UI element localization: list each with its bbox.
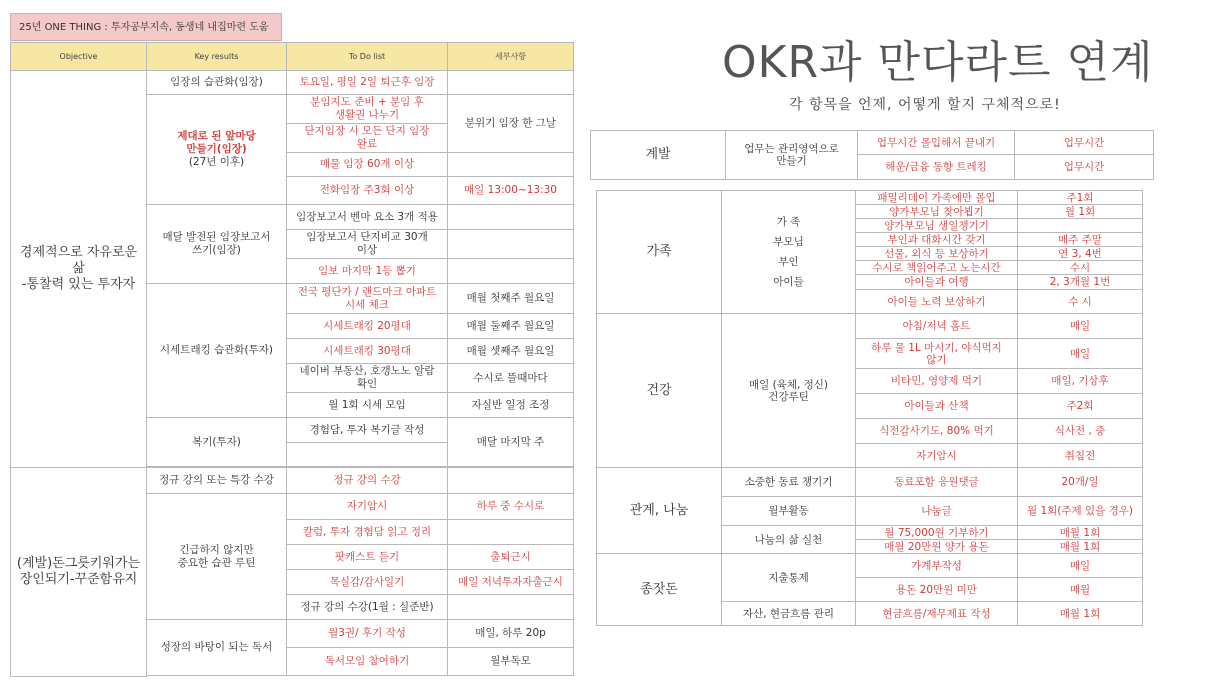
category-cell: 건강	[597, 314, 722, 468]
action-cell: 수시로 책읽어주고 노는시간	[856, 261, 1018, 275]
when-cell: 매일	[1018, 314, 1143, 339]
todo-cell: 토요일, 평일 2일 퇴근후 임장	[287, 71, 448, 95]
kr-cell: 성장의 바탕이 되는 독서	[147, 620, 287, 676]
goal-cell: 매일 (육체, 정신) 건강루틴	[722, 314, 856, 468]
header-key-results: Key results	[147, 43, 287, 71]
header-todo: To Do list	[287, 43, 448, 71]
todo-cell: 월3권/ 후기 작성	[287, 620, 448, 648]
category-cell: 관계, 나눔	[597, 468, 722, 554]
action-cell: 양가부모님 찾아뵙기	[856, 205, 1018, 219]
todo-cell: 목실감/감사일기	[287, 570, 448, 595]
mandalart-table-development	[590, 130, 1154, 180]
action-cell: 현금흐름/재무제표 작성	[856, 602, 1018, 626]
kr-cell: 복기(투자)	[147, 418, 287, 467]
kr-cell: 시세트래킹 습관화(투자)	[147, 284, 287, 418]
action-cell: 가계부작성	[856, 554, 1018, 578]
action-cell: 선물, 외식 등 보상하기	[856, 247, 1018, 261]
action-cell: 업무시간 몰입해서 끝내기	[858, 131, 1015, 155]
detail-cell: 매월 셋째주 월요일	[448, 339, 574, 364]
table-row	[597, 554, 1143, 578]
header-objective: Objective	[11, 43, 147, 71]
table-row	[11, 468, 574, 494]
detail-cell: 분위기 임장 한 그날	[448, 95, 574, 153]
detail-cell: 매일 저녁투자자출근시	[448, 570, 574, 595]
when-cell: 연 3, 4번	[1018, 247, 1143, 261]
todo-cell: 시세트래킹 20평대	[287, 314, 448, 339]
todo-cell: 단지임장 시 모든 단지 임장 완료	[287, 124, 448, 153]
action-cell: 비타민, 영양제 먹기	[856, 369, 1018, 394]
goal-cell: 가 족 부모님 부인 아이들	[722, 191, 856, 314]
goal-cell: 나눔의 삶 실천	[722, 526, 856, 554]
todo-cell	[287, 443, 448, 467]
when-cell: 매월	[1018, 578, 1143, 602]
when-cell: 매일	[1018, 339, 1143, 369]
table-row	[597, 314, 1143, 339]
table-row	[597, 191, 1143, 205]
when-cell: 월 1회	[1018, 205, 1143, 219]
action-cell: 해운/금융 동향 트레킹	[858, 155, 1015, 180]
goal-cell: 자산, 현금흐름 관리	[722, 602, 856, 626]
todo-cell: 시세트래킹 30평대	[287, 339, 448, 364]
todo-cell: 독서모임 참여하기	[287, 648, 448, 676]
when-cell: 주1회	[1018, 191, 1143, 205]
kr-cell: 임장의 습관화(임장)	[147, 71, 287, 95]
detail-cell	[448, 259, 574, 284]
detail-cell	[448, 520, 574, 545]
one-thing-banner: 25년 ONE THING : 투자공부지속, 동생네 내집마련 도움	[10, 13, 282, 41]
detail-cell	[448, 595, 574, 620]
header-detail: 세부사항	[448, 43, 574, 71]
action-cell: 부인과 대화시간 갖기	[856, 233, 1018, 247]
todo-cell: 월 1회 시세 모임	[287, 393, 448, 418]
goal-cell: 소중한 동료 챙기기	[722, 468, 856, 497]
action-cell: 식전감사기도, 80% 먹기	[856, 419, 1018, 444]
detail-cell: 출퇴근시	[448, 545, 574, 570]
action-cell: 아침/저녁 홈트	[856, 314, 1018, 339]
table-row	[591, 131, 1154, 155]
todo-cell: 분임지도 준비 + 분임 후 생활권 나누기	[287, 95, 448, 124]
goal-cell: 지출통제	[722, 554, 856, 602]
todo-cell: 정규 강의 수강	[287, 468, 448, 494]
when-cell: 업무시간	[1015, 131, 1154, 155]
mandalart-table-life	[596, 190, 1143, 626]
when-cell: 업무시간	[1015, 155, 1154, 180]
when-cell: 수 시	[1018, 290, 1143, 314]
detail-cell	[448, 71, 574, 95]
goal-cell: 업무는 관리영역으로 만들기	[726, 131, 858, 180]
todo-cell: 네이버 부동산, 호갱노노 알람 확인	[287, 364, 448, 393]
when-cell	[1018, 219, 1143, 233]
objective-cell-2: (계발)돈그릇키워가는 장인되기-꾸준함유지	[11, 468, 147, 677]
when-cell: 매일, 기상후	[1018, 369, 1143, 394]
action-cell: 자기암시	[856, 444, 1018, 468]
detail-cell: 매일 13:00~13:30	[448, 177, 574, 205]
okr-header-row	[11, 43, 574, 71]
detail-cell: 매달 마지막 주	[448, 418, 574, 467]
todo-cell: 정규 강의 수강(1월 : 실준반)	[287, 595, 448, 620]
when-cell: 매월 1회	[1018, 526, 1143, 540]
detail-cell: 수시로 뜰때마다	[448, 364, 574, 393]
when-cell: 취침전	[1018, 444, 1143, 468]
detail-cell: 매월 첫째주 월요일	[448, 284, 574, 314]
when-cell: 수시	[1018, 261, 1143, 275]
action-cell: 아이들과 여행	[856, 275, 1018, 290]
when-cell: 식사전 , 중	[1018, 419, 1143, 444]
detail-cell: 월부독모	[448, 648, 574, 676]
action-cell: 매월 20만원 양가 용돈	[856, 540, 1018, 554]
detail-cell: 매월 둘째주 월요일	[448, 314, 574, 339]
todo-cell: 임보 마지막 1등 뽑기	[287, 259, 448, 284]
detail-cell: 하루 중 수시로	[448, 494, 574, 520]
action-cell: 아이들 노력 보상하기	[856, 290, 1018, 314]
action-cell: 아이들과 산책	[856, 394, 1018, 419]
category-cell: 종잣돈	[597, 554, 722, 626]
when-cell: 매월 1회	[1018, 540, 1143, 554]
detail-cell	[448, 153, 574, 177]
action-cell: 양가부모님 생일챙기기	[856, 219, 1018, 233]
todo-cell: 팟캐스트 듣기	[287, 545, 448, 570]
page-title: OKR과 만다라트 연계	[722, 37, 1154, 88]
objective-cell-1: 경제적으로 자유로운 삶 -통찰력 있는 투자자	[11, 71, 147, 468]
when-cell: 매주 주말	[1018, 233, 1143, 247]
kr-cell: 정규 강의 또는 특강 수강	[147, 468, 287, 494]
category-cell: 가족	[597, 191, 722, 314]
action-cell: 용돈 20만원 미만	[856, 578, 1018, 602]
okr-table	[10, 42, 574, 677]
todo-cell: 임장보고서 벤마 요소 3개 적용	[287, 205, 448, 230]
page-subtitle: 각 항목을 언제, 어떻게 할지 구체적으로!	[789, 97, 1061, 113]
detail-cell: 매일, 하루 20p	[448, 620, 574, 648]
todo-cell: 자기암시	[287, 494, 448, 520]
table-row	[11, 71, 574, 95]
todo-cell: 임장보고서 단지비교 30개 이상	[287, 230, 448, 259]
detail-cell	[448, 205, 574, 230]
kr-cell: 긴급하지 않지만 중요한 습관 루틴	[147, 494, 287, 620]
detail-cell	[448, 468, 574, 494]
when-cell: 월 1회(주제 있을 경우)	[1018, 497, 1143, 526]
action-cell: 월 75,000원 기부하기	[856, 526, 1018, 540]
todo-cell: 경험담, 투자 복기글 작성	[287, 418, 448, 443]
action-cell: 하루 물 1L 마시기, 야식먹지 않기	[856, 339, 1018, 369]
when-cell: 20개/일	[1018, 468, 1143, 497]
kr-cell: 매달 발전된 임장보고서 쓰기(임장)	[147, 205, 287, 284]
when-cell: 매월 1회	[1018, 602, 1143, 626]
detail-cell	[448, 230, 574, 259]
kr-cell: 제대로 된 앞마당 만들기(임장) (27년 이후)	[147, 95, 287, 205]
todo-cell: 전화임장 주3회 이상	[287, 177, 448, 205]
todo-cell: 매물 임장 60개 이상	[287, 153, 448, 177]
category-cell: 계발	[591, 131, 726, 180]
detail-cell: 자실반 일정 조정	[448, 393, 574, 418]
todo-cell: 전국 평단가 / 랜드마크 아파트 시세 체크	[287, 284, 448, 314]
todo-cell: 칼럼, 투자 경험담 읽고 정리	[287, 520, 448, 545]
table-row	[597, 468, 1143, 497]
action-cell: 나눔글	[856, 497, 1018, 526]
spacer-cell	[147, 676, 574, 677]
action-cell: 동료포함 응원댓글	[856, 468, 1018, 497]
when-cell: 주2회	[1018, 394, 1143, 419]
action-cell: 패밀리데이 가족에만 몰입	[856, 191, 1018, 205]
goal-cell: 월부활동	[722, 497, 856, 526]
when-cell: 2, 3개월 1번	[1018, 275, 1143, 290]
when-cell: 매일	[1018, 554, 1143, 578]
